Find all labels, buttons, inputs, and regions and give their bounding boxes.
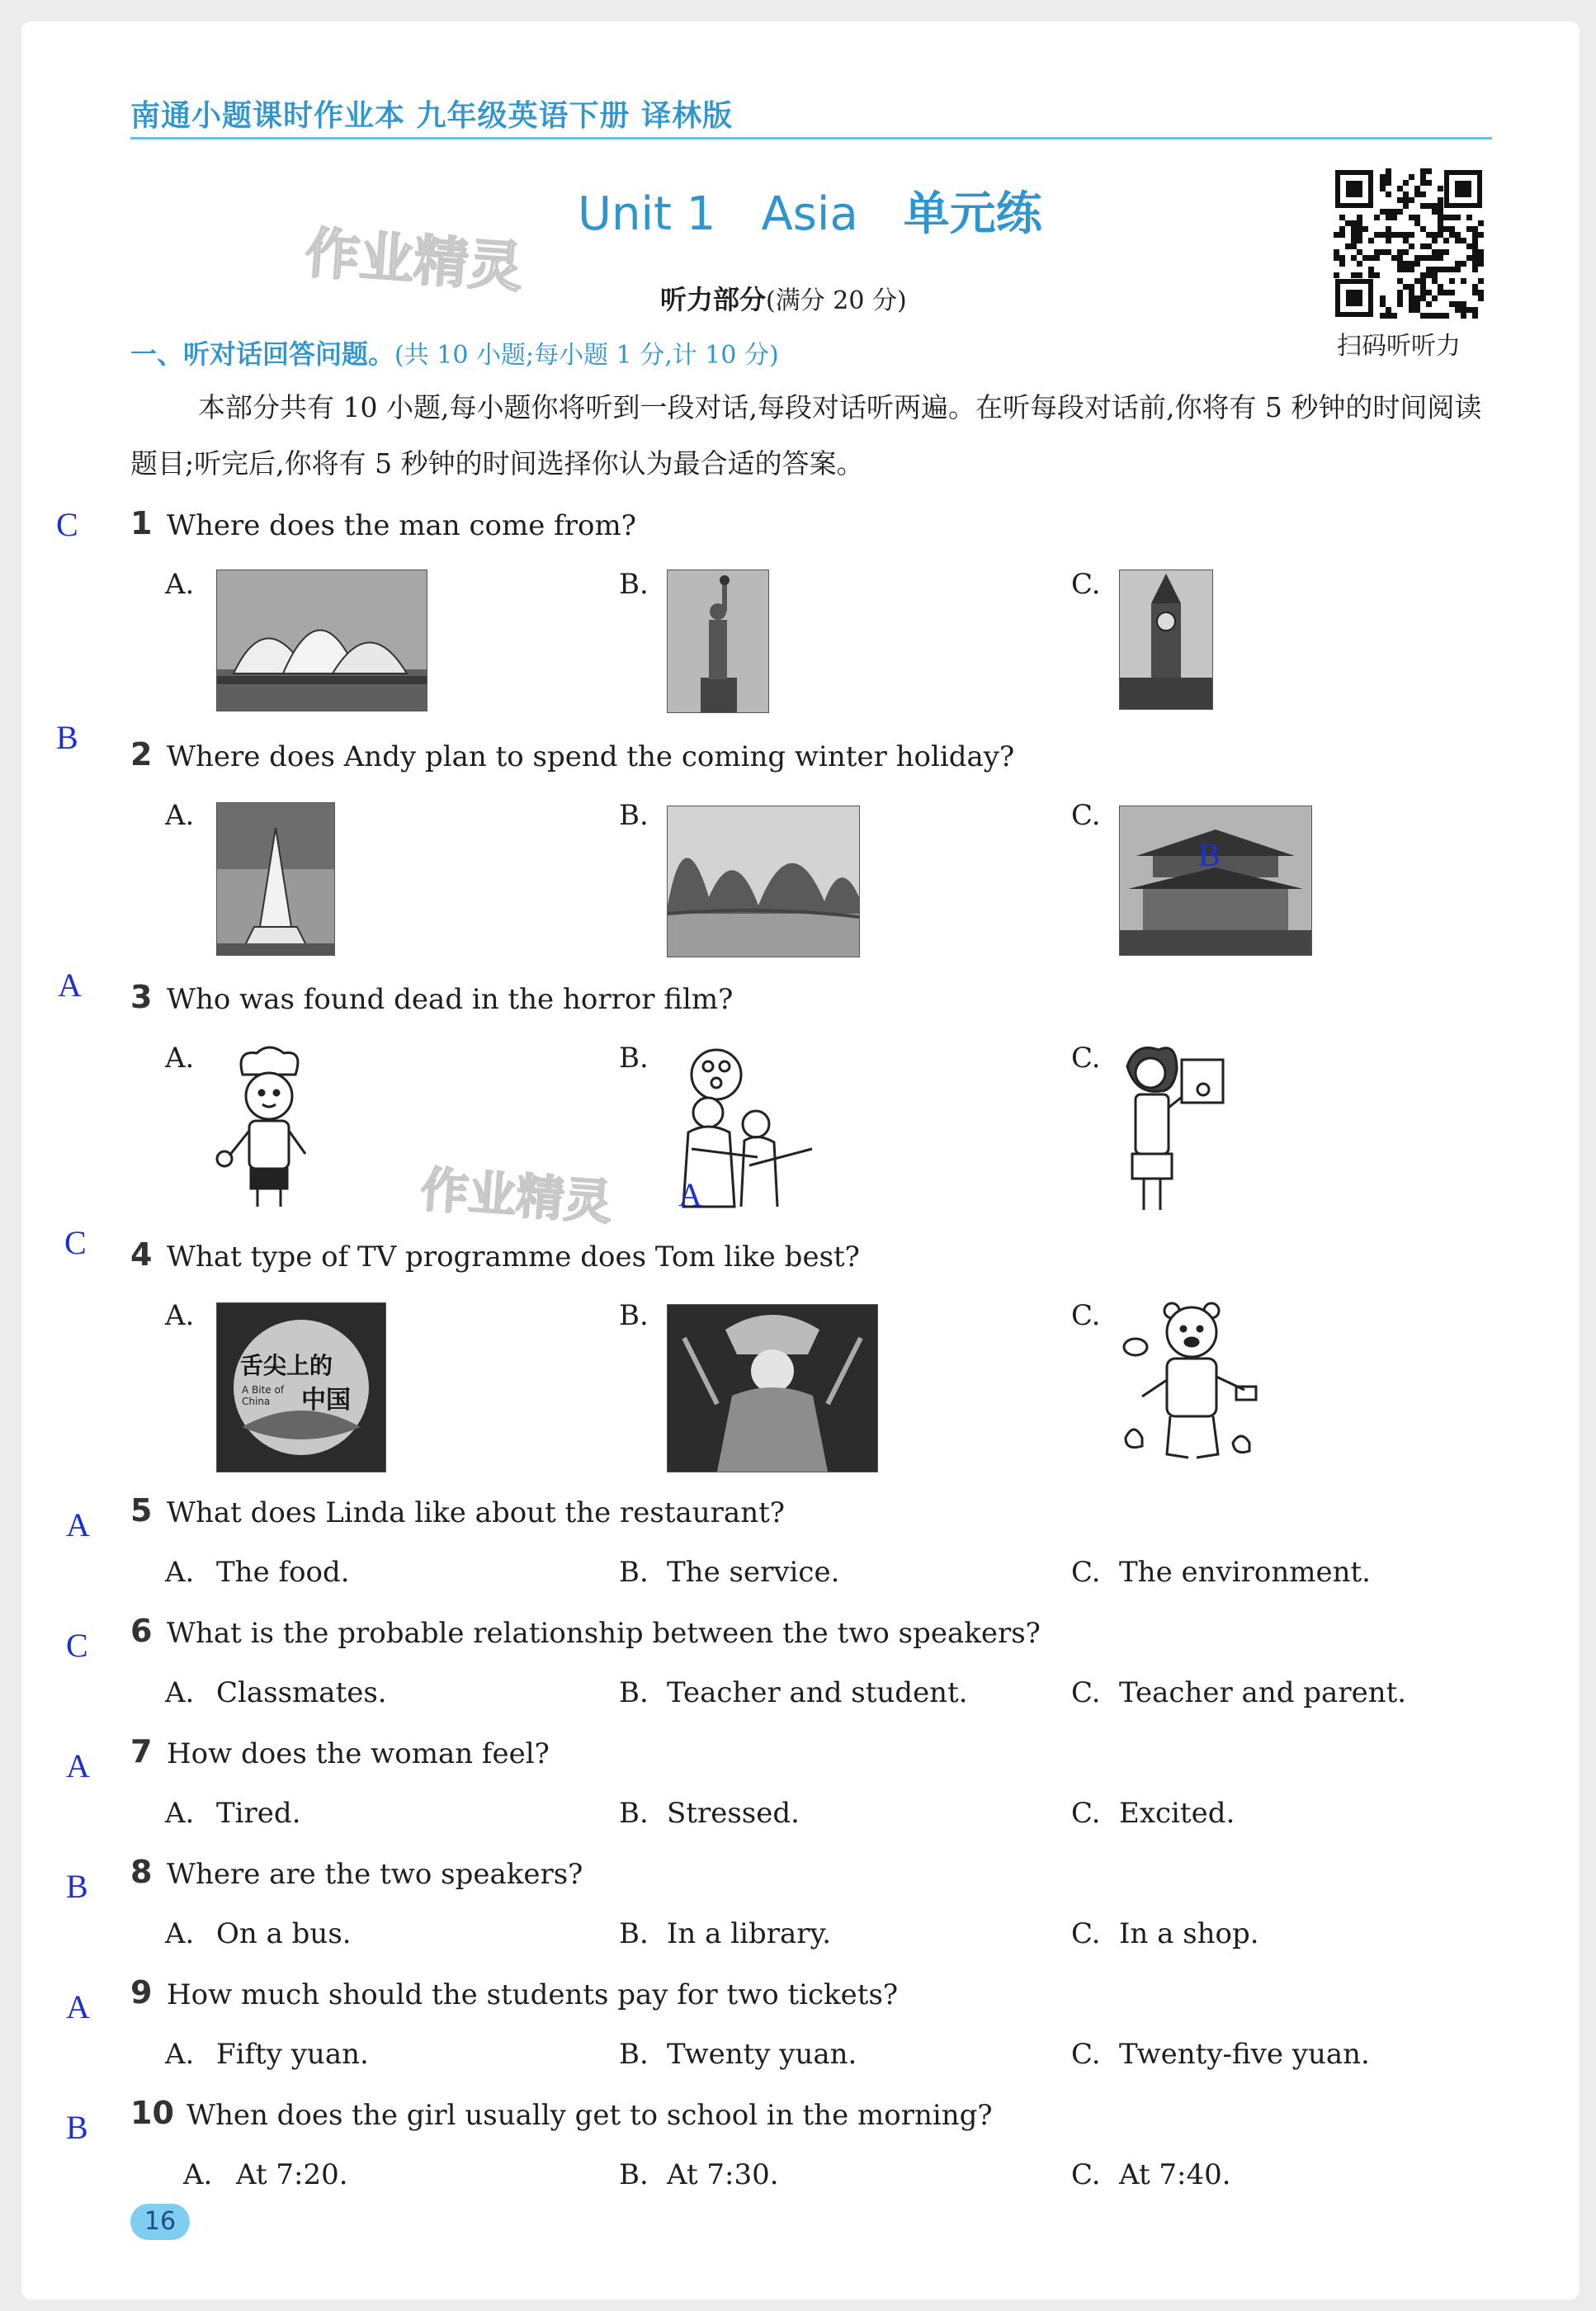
handwritten-answer: C	[64, 1224, 87, 1261]
section-title	[660, 279, 907, 317]
option-letter: A.	[165, 799, 195, 832]
option-text[interactable]: Excited.	[1119, 1797, 1235, 1830]
option-letter: B.	[619, 1797, 649, 1830]
cook-drawing[interactable]	[211, 1042, 327, 1215]
option-letter: C.	[1071, 1797, 1101, 1830]
option-letter: B.	[619, 1299, 649, 1332]
option-letter: B.	[619, 799, 649, 832]
qr-code[interactable]	[1334, 168, 1484, 319]
part-heading	[130, 333, 779, 371]
eiffel-tower-image[interactable]	[216, 802, 335, 956]
question-text: What type of TV programme does Tom like best?	[167, 1241, 860, 1274]
unit-topic: Asia	[761, 187, 858, 241]
handwritten-answer: C	[66, 1627, 88, 1664]
handwritten-answer: A	[66, 1506, 90, 1543]
question-text: How much should the students pay for two tickets?	[167, 1978, 899, 2011]
question-number: 3	[130, 979, 153, 1015]
question-number: 7	[130, 1733, 153, 1770]
unit-title	[578, 177, 1042, 243]
handwritten-answer: A	[66, 1988, 90, 2025]
option-letter: C.	[1071, 1556, 1101, 1589]
question-number: 9	[130, 1974, 153, 2011]
option-text[interactable]: At 7:40.	[1119, 2158, 1231, 2191]
teacher-drawing[interactable]	[1111, 1042, 1226, 1217]
question-number: 4	[130, 1236, 153, 1273]
documentary-poster-image[interactable]	[216, 1302, 386, 1472]
option-letter: B.	[619, 568, 649, 601]
part-points: (共 10 小题;每小题 1 分,计 10 分)	[394, 341, 779, 370]
question-text: Where does Andy plan to spend the coming winter holiday?	[167, 740, 1015, 773]
option-letter: C.	[1071, 1042, 1101, 1075]
question-number: 2	[130, 736, 153, 773]
option-text[interactable]: In a library.	[667, 1917, 832, 1950]
option-text[interactable]: In a shop.	[1119, 1917, 1259, 1950]
handwritten-mark: B	[1198, 836, 1221, 873]
option-letter: B.	[619, 2158, 649, 2191]
option-text[interactable]: Tired.	[216, 1797, 301, 1830]
question-text: Who was found dead in the horror film?	[167, 983, 734, 1016]
option-text[interactable]: The service.	[667, 1556, 840, 1589]
option-letter: A.	[165, 568, 195, 601]
chinese-palace-image[interactable]	[1119, 806, 1312, 956]
question-text: Where are the two speakers?	[167, 1858, 583, 1891]
cartoon-bear-drawing[interactable]	[1109, 1297, 1271, 1474]
question-number: 8	[130, 1854, 153, 1890]
section-title-text: 听力部分	[660, 284, 767, 315]
watermark: 作业精灵	[303, 220, 525, 300]
option-letter: B.	[619, 1917, 649, 1950]
handwritten-answer: A	[66, 1747, 90, 1784]
sydney-opera-house-image[interactable]	[216, 569, 427, 711]
part-heading-text: 一、听对话回答问题。	[130, 338, 395, 370]
question-text: When does the girl usually get to school in the morning?	[187, 2099, 993, 2132]
header-divider	[130, 137, 1492, 139]
question-number: 5	[130, 1492, 153, 1529]
question-number: 10	[130, 2095, 174, 2131]
poster-title-line2: 中国	[301, 1386, 351, 1415]
unit-type: 单元练	[903, 187, 1042, 241]
option-text[interactable]: At 7:30.	[667, 2158, 779, 2191]
option-letter: A.	[165, 1797, 195, 1830]
option-text[interactable]: At 7:20.	[236, 2158, 348, 2191]
option-text[interactable]: Teacher and student.	[667, 1676, 968, 1709]
statue-of-liberty-image[interactable]	[667, 569, 769, 713]
question-text: Where does the man come from?	[167, 509, 636, 542]
option-letter: C.	[1071, 2038, 1101, 2071]
question-number: 1	[130, 505, 153, 541]
question-text: What does Linda like about the restaurant?	[167, 1496, 785, 1529]
option-letter: A.	[165, 1042, 195, 1075]
option-text[interactable]: Stressed.	[667, 1797, 800, 1830]
guilin-landscape-image[interactable]	[667, 806, 860, 957]
option-letter: C.	[1071, 568, 1101, 601]
option-letter: B.	[619, 1042, 649, 1075]
option-text[interactable]: Classmates.	[216, 1676, 387, 1709]
option-text[interactable]: On a bus.	[216, 1917, 352, 1950]
option-letter: C.	[1071, 1676, 1101, 1709]
watermark: 作业精灵	[418, 1160, 614, 1231]
question-number: 6	[130, 1613, 153, 1649]
option-text[interactable]: Teacher and parent.	[1119, 1676, 1407, 1709]
handwritten-answer: B	[56, 719, 78, 756]
option-letter: A.	[165, 1299, 195, 1332]
section-subtitle: (满分 20 分)	[766, 286, 907, 315]
handwritten-answer: A	[58, 966, 82, 1004]
option-letter: C.	[1071, 799, 1101, 832]
peking-opera-image[interactable]	[667, 1304, 878, 1472]
handwritten-answer: B	[66, 2109, 88, 2146]
option-letter: B.	[619, 1676, 649, 1709]
option-text[interactable]: Twenty yuan.	[667, 2038, 857, 2071]
option-letter: A.	[183, 2158, 213, 2191]
handwritten-answer: B	[66, 1868, 88, 1905]
option-letter: A.	[165, 1917, 195, 1950]
qr-pattern	[1334, 168, 1484, 319]
part-instructions: 本部分共有 10 小题,每小题你将听到一段对话,每段对话听两遍。在听每段对话前,你将有 5 秒钟的时间阅读题目;听完后,你将有 5 秒钟的时间选择你认为最合适的答案。	[130, 391, 1482, 480]
option-text[interactable]: Twenty-five yuan.	[1119, 2038, 1370, 2071]
big-ben-image[interactable]	[1119, 569, 1213, 710]
poster-english-title: A Bite of China	[242, 1384, 285, 1407]
option-letter: A.	[165, 1676, 195, 1709]
option-letter: B.	[619, 2038, 649, 2071]
option-letter: C.	[1071, 2158, 1101, 2191]
poster-title-line1: 舌尖上的	[240, 1352, 333, 1379]
question-text: How does the woman feel?	[167, 1737, 550, 1770]
page-number: 16	[130, 2204, 190, 2240]
option-text[interactable]: The food.	[216, 1556, 350, 1589]
option-letter: A.	[165, 1556, 195, 1589]
qr-caption: 扫码听听力	[1337, 332, 1461, 361]
option-text[interactable]: Fifty yuan.	[216, 2038, 369, 2071]
option-letter: A.	[165, 2038, 195, 2071]
option-letter: C.	[1071, 1917, 1101, 1950]
book-title: 南通小题课时作业本 九年级英语下册 译林版	[130, 99, 734, 133]
unit-label: Unit 1	[578, 187, 716, 241]
option-text[interactable]: The environment.	[1119, 1556, 1371, 1589]
question-text: What is the probable relationship between the two speakers?	[167, 1617, 1041, 1650]
option-letter: C.	[1071, 1299, 1101, 1332]
handwritten-answer: C	[56, 506, 78, 543]
handwritten-mark: A	[678, 1176, 702, 1213]
option-letter: B.	[619, 1556, 649, 1589]
